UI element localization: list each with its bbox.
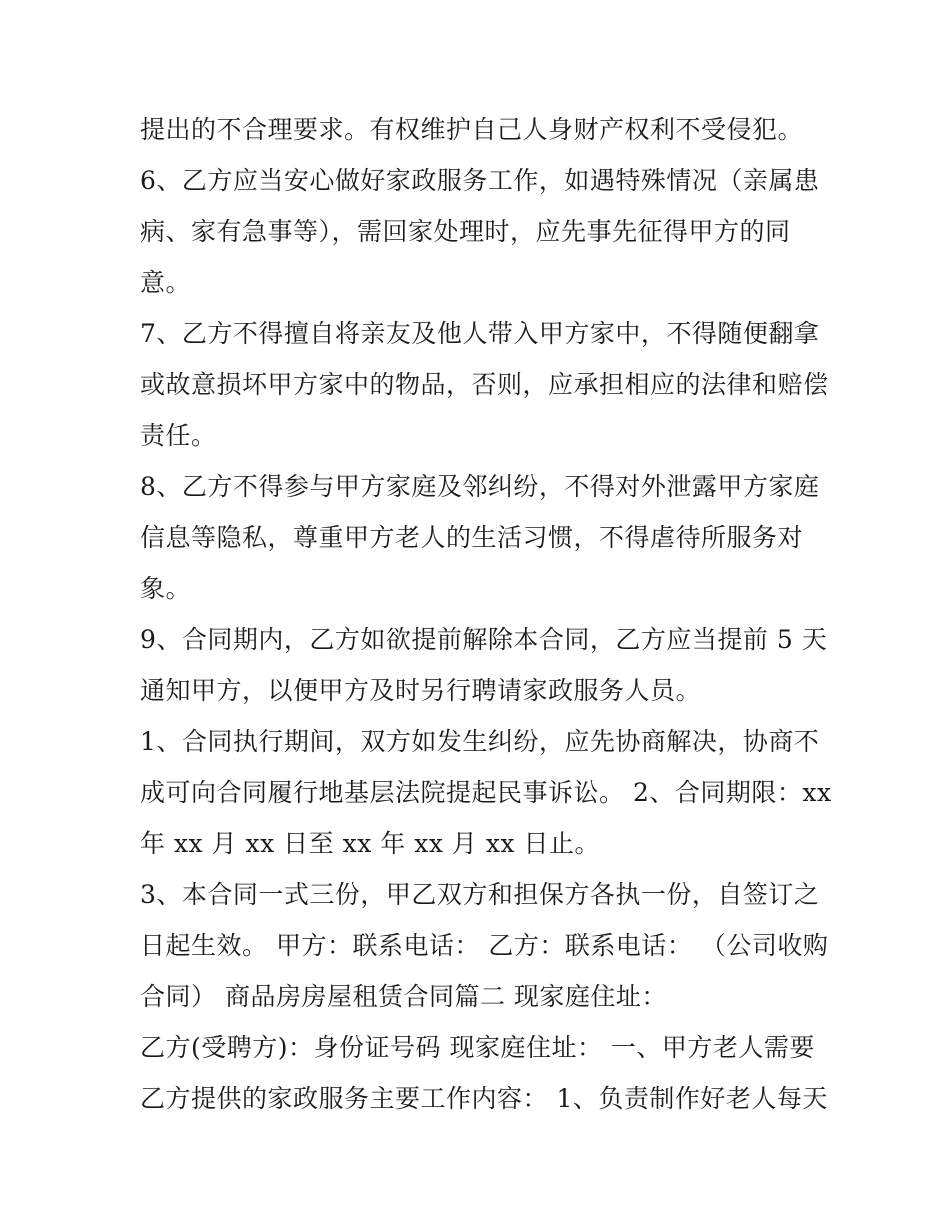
text-line: 6、乙方应当安心做好家政服务工作，如遇特殊情况（亲属患 xyxy=(140,166,820,195)
text-line: 提出的不合理要求。有权维护自己人身财产权利不受侵犯。 xyxy=(140,115,804,144)
text-line: 日起生效。 甲方：联系电话： 乙方：联系电话： （公司收购 xyxy=(140,931,829,960)
text-line: 病、家有急事等），需回家处理时，应先事先征得甲方的同 xyxy=(140,217,791,246)
text-line: 7、乙方不得擅自将亲友及他人带入甲方家中，不得随便翻拿 xyxy=(140,319,820,348)
text-line: 通知甲方，以便甲方及时另行聘请家政服务人员。 xyxy=(140,676,702,705)
text-line: 1、合同执行期间，双方如发生纠纷，应先协商解决，协商不 xyxy=(140,727,820,756)
text-line: 3、本合同一式三份，甲乙双方和担保方各执一份，自签订之 xyxy=(140,880,820,909)
text-line: 责任。 xyxy=(140,421,217,450)
text-line: 成可向合同履行地基层法院提起民事诉讼。 2、合同期限：xx xyxy=(140,778,832,807)
document-body xyxy=(140,104,832,1124)
text-line: 合同） 商品房房屋租赁合同篇二 现家庭住址： xyxy=(140,982,667,1011)
text-line: 乙方提供的家政服务主要工作内容： 1、负责制作好老人每天 xyxy=(140,1084,828,1113)
text-line: 年 xx 月 xx 日至 xx 年 xx 月 xx 日止。 xyxy=(140,829,600,858)
text-line: 乙方(受聘方)：身份证号码 现家庭住址： 一、甲方老人需要 xyxy=(140,1033,815,1062)
text-line: 信息等隐私，尊重甲方老人的生活习惯，不得虐待所服务对 xyxy=(140,523,804,552)
text-line: 8、乙方不得参与甲方家庭及邻纠纷，不得对外泄露甲方家庭 xyxy=(140,472,820,501)
text-line: 9、合同期内，乙方如欲提前解除本合同，乙方应当提前 5 天 xyxy=(140,625,828,654)
text-line: 意。 xyxy=(140,268,192,297)
text-line: 或故意损坏甲方家中的物品，否则，应承担相应的法律和赔偿 xyxy=(140,370,829,399)
text-line: 象。 xyxy=(140,574,192,603)
